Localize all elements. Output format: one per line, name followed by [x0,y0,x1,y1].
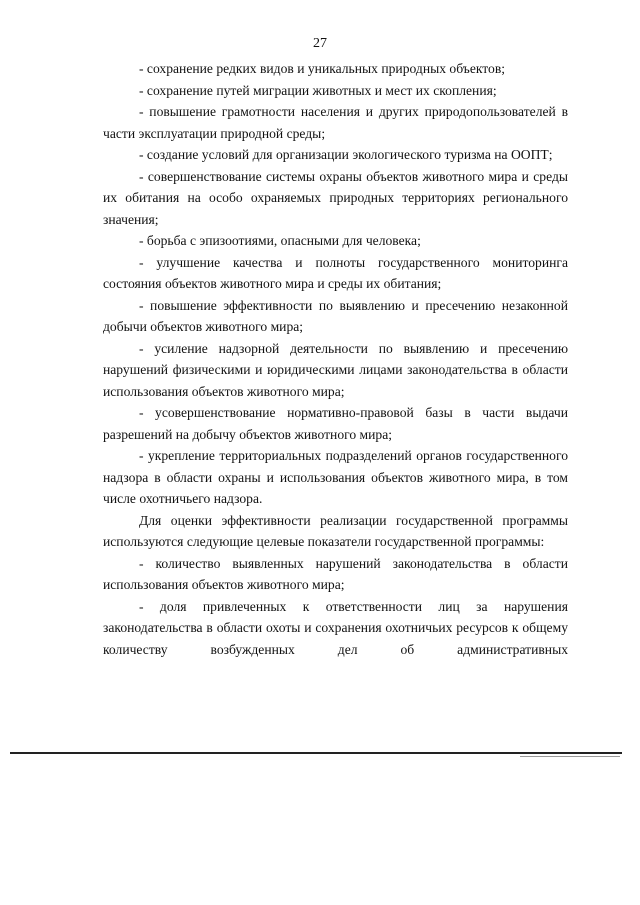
paragraph: - борьба с эпизоотиями, опасными для человека; [139,233,421,248]
paragraph: - количество выявленных нарушений законодательства в области использования объектов животного мира; [103,555,568,592]
body-text [103,58,568,660]
page-number: 27 [313,36,327,51]
paragraph: - усовершенствование нормативно-правовой базы в части выдачи разрешений на добычу объектов животного мира; [103,405,568,442]
paragraph: - повышение грамотности населения и других природопользователей в части эксплуатации природной среды; [103,104,568,141]
paragraph: - укрепление территориальных подразделений органов государственного надзора в области охраны и использования объектов животного мира, в том числе охотничьего надзора. [103,448,568,506]
page-bottom-rule [10,752,622,754]
paragraph: - усиление надзорной деятельности по выявлению и пресечению нарушений физическими и юридическими лицами законодательства в области использования объектов животного мира; [103,340,568,399]
paragraph: - совершенствование системы охраны объектов животного мира и среды их обитания на особо охраняемых природных территориях регионального значения; [103,168,568,227]
paragraph: - повышение эффективности по выявлению и пресечению незаконной добычи объектов животного мира; [103,297,568,334]
paragraph: Для оценки эффективности реализации государственной программы используются следующие целевые показатели государственной программы: [103,512,568,549]
paragraph: - доля привлеченных к ответственности лиц за нарушения законодательства в области охоты и сохранения охотничьих ресурсов к общему количеству возбужденных дел об административных [103,598,568,657]
paragraph: - создание условий для организации экологического туризма на ООПТ; [139,147,553,162]
page-bottom-rule-faint [520,756,620,757]
paragraph: - сохранение редких видов и уникальных природных объектов; [139,61,506,76]
paragraph: - улучшение качества и полноты государственного мониторинга состояния объектов животного мира и среды их обитания; [103,254,568,291]
paragraph: - сохранение путей миграции животных и мест их скопления; [139,82,497,98]
